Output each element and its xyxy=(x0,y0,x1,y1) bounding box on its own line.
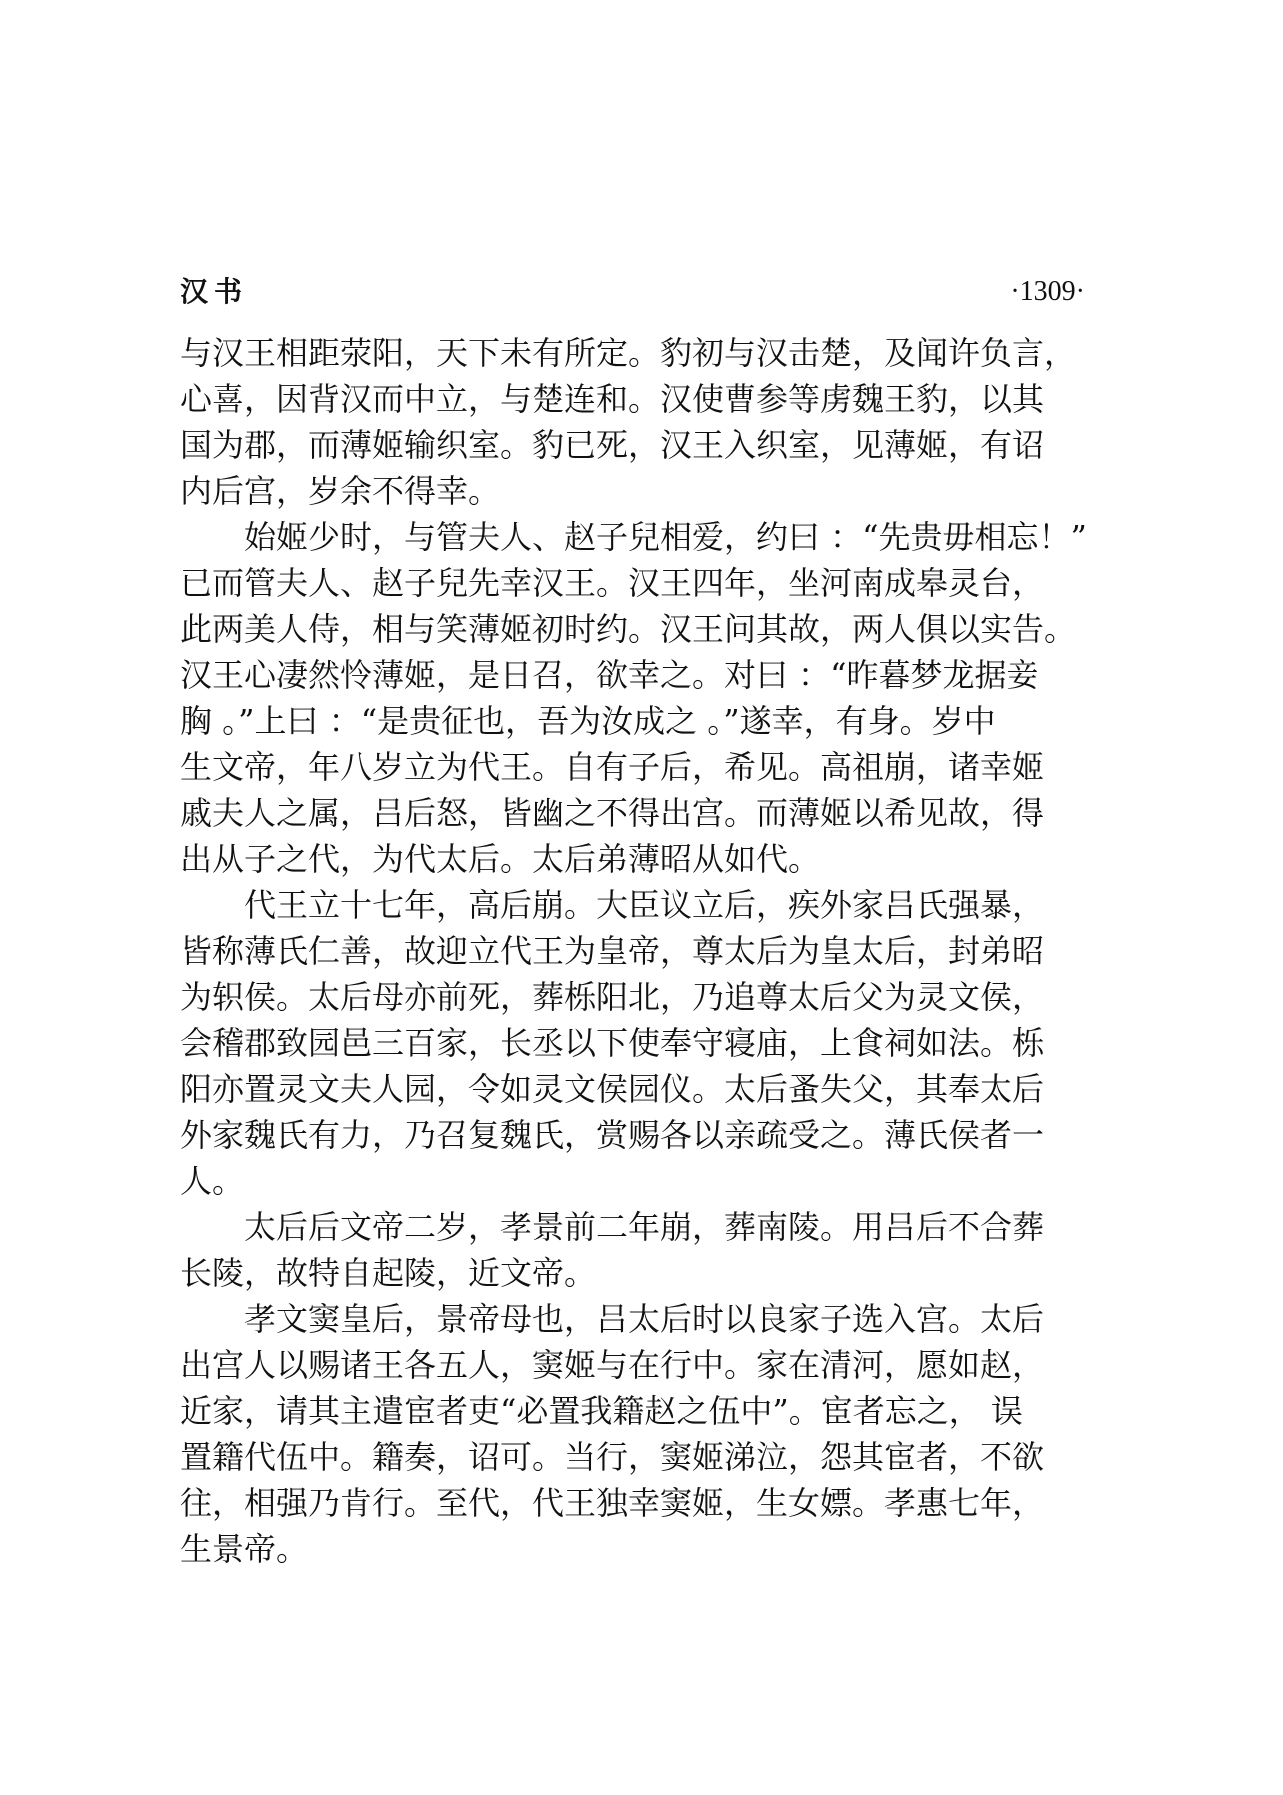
text-line: 往，相强乃肯行。至代，代王独幸窦姬，生女嫖。孝惠七年， xyxy=(180,1484,1045,1522)
text-line: 内后宫，岁余不得幸。 xyxy=(180,472,501,510)
text-line: 与汉王相距荥阳，天下未有所定。豹初与汉击楚，及闻许负言， xyxy=(180,334,1077,372)
text-line: 生景帝。 xyxy=(180,1530,309,1568)
text-line: 皆称薄氏仁善，故迎立代王为皇帝，尊太后为皇太后，封弟昭 xyxy=(180,932,1045,970)
text-line: 始姬少时，与管夫人、赵子兒相爱，约曰 ：“先贵毋相忘！” xyxy=(244,518,1087,556)
page-number: ·1309· xyxy=(1010,276,1085,307)
body-text xyxy=(180,330,1090,1572)
text-line: 长陵，故特自起陵，近文帝。 xyxy=(180,1254,597,1292)
paragraph xyxy=(180,1204,1090,1296)
text-line: 汉王心凄然怜薄姬，是日召，欲幸之。对曰 ：“昨暮梦龙据妾 xyxy=(180,656,1039,694)
page-header xyxy=(180,270,1085,320)
paragraph xyxy=(180,514,1090,882)
text-line: 出宫人以赐诸王各五人，窦姬与在行中。家在清河，愿如赵， xyxy=(180,1346,1045,1384)
text-line: 出从子之代，为代太后。太后弟薄昭从如代。 xyxy=(180,840,821,878)
text-line: 国为郡，而薄姬输织室。豹已死，汉王入织室，见薄姬，有诏 xyxy=(180,426,1045,464)
text-line: 胸 。”上曰 ：“是贵征也，吾为汝成之 。”遂幸，有身。岁中 xyxy=(180,702,996,740)
text-line: 已而管夫人、赵子兒先幸汉王。汉王四年，坐河南成皋灵台， xyxy=(180,564,1045,602)
text-line: 阳亦置灵文夫人园，令如灵文侯园仪。太后蚤失父，其奉太后 xyxy=(180,1070,1045,1108)
paragraph xyxy=(180,882,1090,1204)
text-line: 太后后文帝二岁，孝景前二年崩，葬南陵。用吕后不合葬 xyxy=(244,1208,1045,1246)
text-line: 外家魏氏有力，乃召复魏氏，赏赐各以亲疏受之。薄氏侯者一 xyxy=(180,1116,1045,1154)
text-line: 此两美人侍，相与笑薄姬初时约。汉王问其故，两人俱以实告。 xyxy=(180,610,1077,648)
paragraph xyxy=(180,330,1090,514)
text-line: 为轵侯。太后母亦前死，葬栎阳北，乃追尊太后父为灵文侯， xyxy=(180,978,1045,1016)
text-line: 心喜，因背汉而中立，与楚连和。汉使曹参等虏魏王豹，以其 xyxy=(180,380,1045,418)
text-line: 会稽郡致园邑三百家，长丞以下使奉守寝庙，上食祠如法。栎 xyxy=(180,1024,1045,1062)
text-line: 代王立十七年，高后崩。大臣议立后，疾外家吕氏强暴， xyxy=(244,886,1045,924)
text-line: 近家，请其主遣宦者吏“必置我籍赵之伍中”。宦者忘之， 误 xyxy=(180,1392,1023,1430)
text-line: 生文帝，年八岁立为代王。自有子后，希见。高祖崩，诸幸姬 xyxy=(180,748,1045,786)
text-line: 戚夫人之属，吕后怒，皆幽之不得出宫。而薄姬以希见故，得 xyxy=(180,794,1045,832)
text-line: 人。 xyxy=(180,1162,245,1200)
text-line: 置籍代伍中。籍奏，诏可。当行，窦姬涕泣，怨其宦者，不欲 xyxy=(180,1438,1045,1476)
text-line: 孝文窦皇后，景帝母也，吕太后时以良家子选入宫。太后 xyxy=(244,1300,1045,1338)
paragraph xyxy=(180,1296,1090,1572)
book-title: 汉书 xyxy=(180,275,249,308)
